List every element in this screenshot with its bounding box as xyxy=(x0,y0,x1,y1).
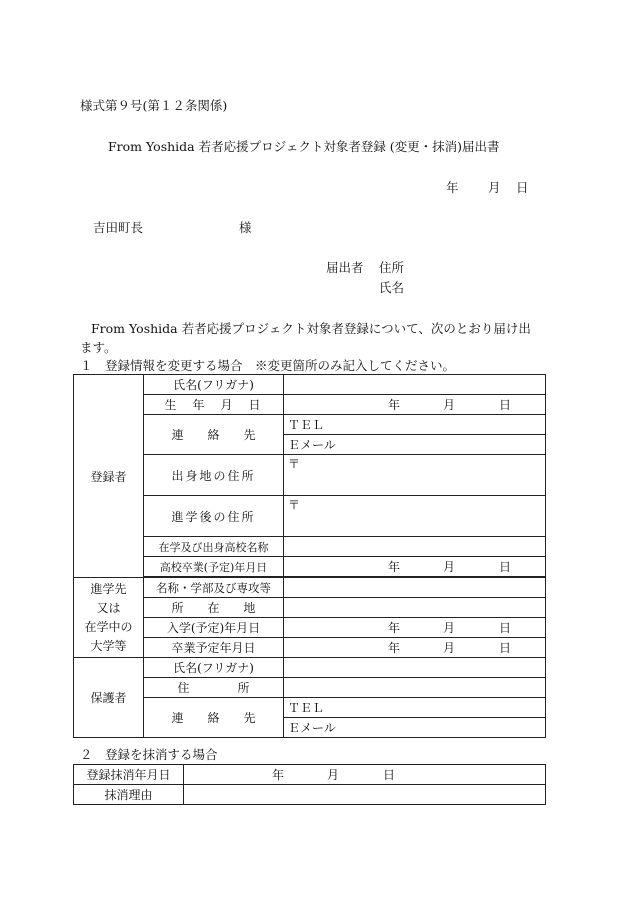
date-day: 日 xyxy=(516,180,529,195)
registrant-birth-field[interactable]: 年 月 日 xyxy=(284,395,546,415)
addressee: 吉田町長 xyxy=(93,220,144,235)
hometown-address-field[interactable] xyxy=(284,455,546,496)
school-name-dept-field[interactable] xyxy=(284,578,546,598)
tel-label: ＴＥＬ xyxy=(288,701,325,715)
intro-line-1: From Yoshida 若者応援プロジェクト対象者登録について、次のとおり届け出 xyxy=(91,321,531,336)
deletion-table xyxy=(73,764,546,805)
change-table xyxy=(73,374,546,738)
date-year: 年 xyxy=(446,180,459,195)
postal-mark: 〒 xyxy=(288,498,301,512)
date-month: 月 xyxy=(488,180,501,195)
deletion-reason-field[interactable] xyxy=(184,785,546,805)
email-label: Ｅメール xyxy=(288,438,336,452)
notifier-name-label: 氏名 xyxy=(379,280,405,295)
guardian-group-label: 保護者 xyxy=(74,658,144,738)
guardian-address-field[interactable] xyxy=(284,678,546,698)
school-group-label: 進学先 又は 在学中の 大学等 xyxy=(74,578,144,658)
guardian-name-label: 氏名(フリガナ) xyxy=(144,658,284,678)
registrant-email-field[interactable] xyxy=(284,435,546,455)
email-label: Ｅメール xyxy=(288,721,336,735)
registrant-contact-label: 連 絡 先 xyxy=(144,415,284,455)
deletion-reason-label: 抹消理由 xyxy=(74,785,184,805)
section1-heading: １ 登録情報を変更する場合 ※変更箇所のみ記入してください。 xyxy=(80,358,456,373)
deletion-date-field[interactable]: 年 月 日 xyxy=(184,765,546,785)
deletion-date-label: 登録抹消年月日 xyxy=(74,765,184,785)
section2-heading: ２ 登録を抹消する場合 xyxy=(80,747,218,762)
high-school-name-label: 在学及び出身高校名称 xyxy=(144,537,284,557)
registrant-group-label: 登録者 xyxy=(74,375,144,578)
school-location-field[interactable] xyxy=(284,598,546,618)
after-enrollment-address-label: 進学後の住所 xyxy=(144,496,284,537)
intro-line-2: ます。 xyxy=(80,340,117,355)
registrant-name-field[interactable] xyxy=(284,375,546,395)
tel-label: ＴＥＬ xyxy=(288,418,325,432)
school-location-label: 所 在 地 xyxy=(144,598,284,618)
registrant-name-label: 氏名(フリガナ) xyxy=(144,375,284,395)
graduation-date-label: 卒業予定年月日 xyxy=(144,638,284,658)
notifier-address-label: 住所 xyxy=(379,260,405,275)
guardian-contact-label: 連 絡 先 xyxy=(144,698,284,738)
after-enrollment-address-field[interactable] xyxy=(284,496,546,537)
addressee-suffix: 様 xyxy=(239,220,252,235)
document-title: From Yoshida 若者応援プロジェクト対象者登録 (変更・抹消)届出書 xyxy=(108,139,500,154)
guardian-address-label: 住 所 xyxy=(144,678,284,698)
guardian-tel-field[interactable] xyxy=(284,698,546,718)
form-number: 様式第９号(第１２条関係) xyxy=(80,98,228,113)
postal-mark: 〒 xyxy=(288,457,301,471)
hometown-address-label: 出身地の住所 xyxy=(144,455,284,496)
high-school-name-field[interactable] xyxy=(284,537,546,557)
graduation-date-field[interactable]: 年 月 日 xyxy=(284,638,546,658)
school-name-dept-label: 名称・学部及び専攻等 xyxy=(144,578,284,598)
registrant-tel-field[interactable] xyxy=(284,415,546,435)
high-school-graduation-label: 高校卒業(予定)年月日 xyxy=(144,557,284,577)
admission-date-field[interactable]: 年 月 日 xyxy=(284,618,546,638)
guardian-name-field[interactable] xyxy=(284,658,546,678)
high-school-graduation-field[interactable]: 年 月 日 xyxy=(284,557,546,577)
registrant-birth-label: 生 年 月 日 xyxy=(144,395,284,415)
admission-date-label: 入学(予定)年月日 xyxy=(144,618,284,638)
notifier-label: 届出者 xyxy=(326,260,364,275)
submission-date xyxy=(446,178,529,196)
guardian-email-field[interactable] xyxy=(284,718,546,738)
